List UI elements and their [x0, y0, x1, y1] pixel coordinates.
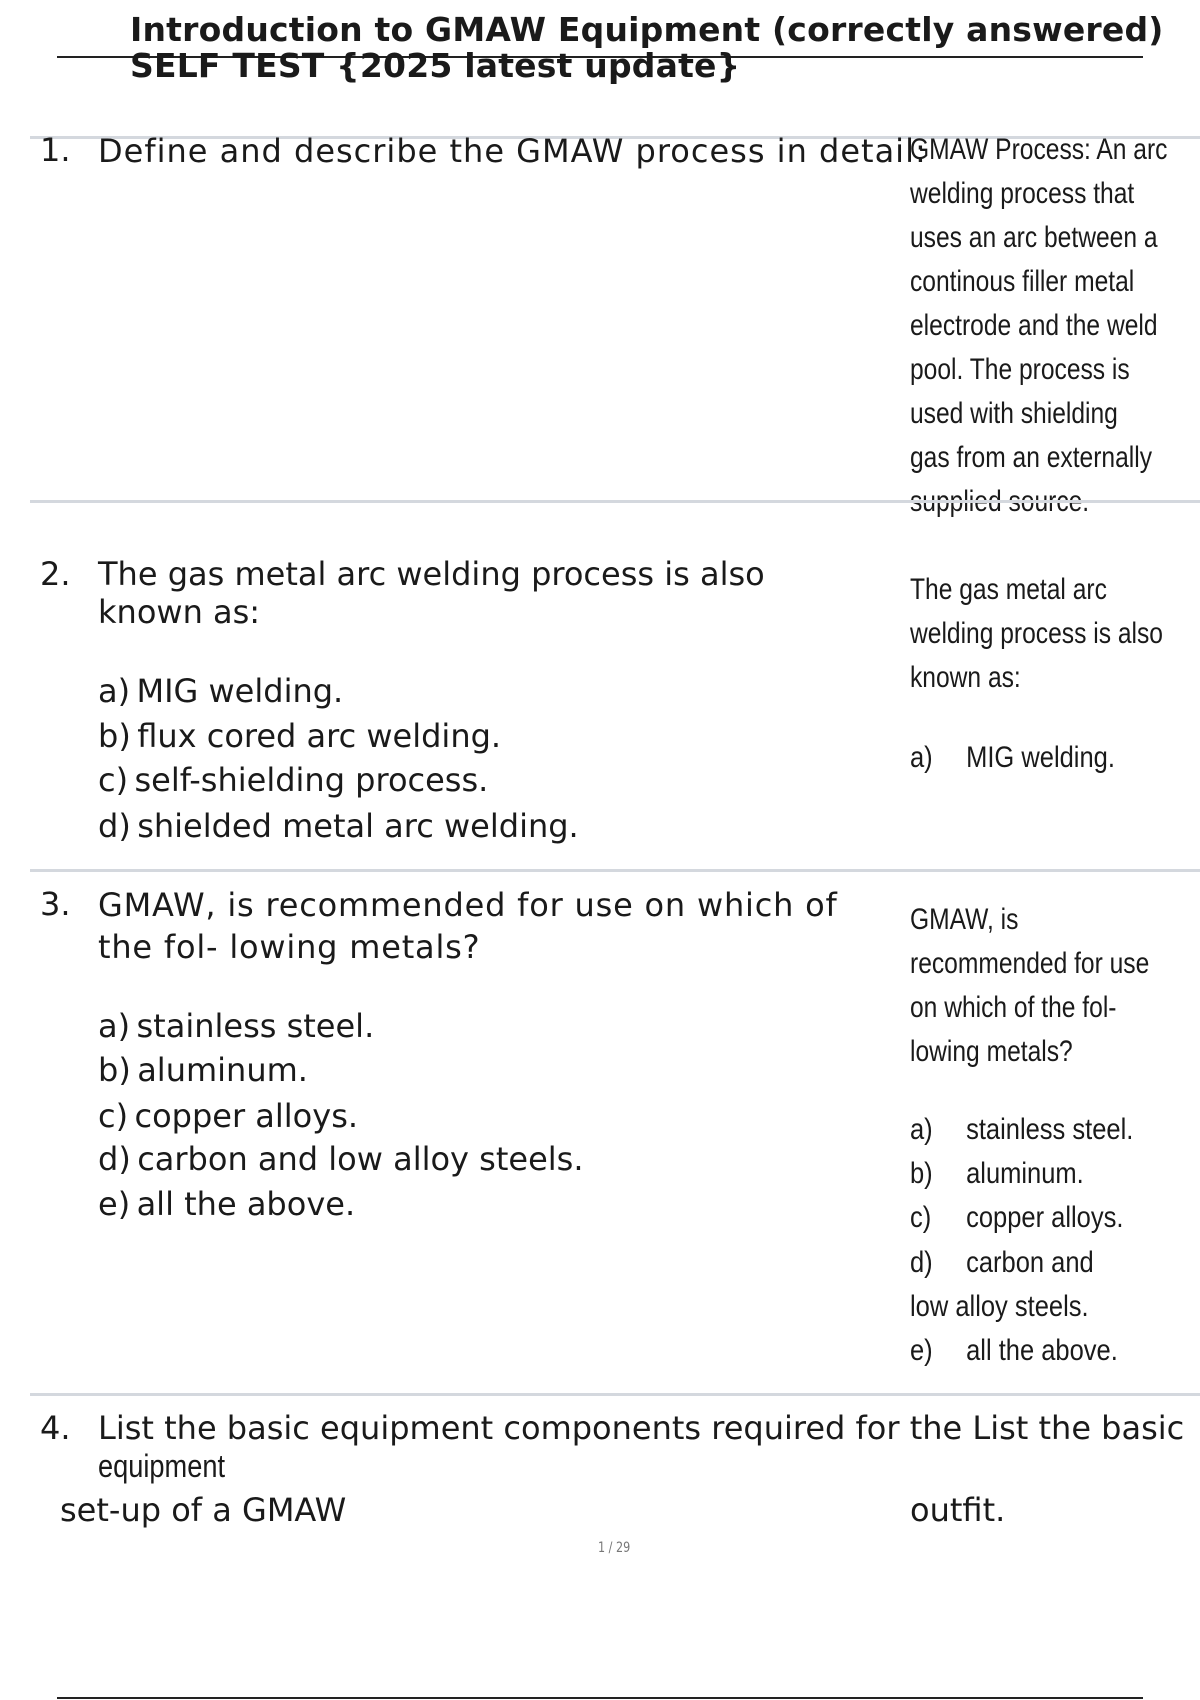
answer-option-letter: a): [910, 1113, 933, 1146]
answer-option: [910, 1156, 1084, 1192]
question-text-continued: set-up of a GMAW: [60, 1491, 347, 1529]
answer-block: [910, 568, 1200, 700]
question-text: Define and describe the GMAW process in detail:: [98, 132, 927, 170]
answer-option: [910, 1289, 1089, 1325]
answer-line: pool. The process is: [910, 353, 1130, 386]
answer-option-text: low alloy steels.: [910, 1290, 1089, 1323]
option-b: b) flux cored arc welding.: [98, 717, 502, 755]
answer-block: [910, 898, 1200, 1074]
question-text: List the basic equipment components required for the List the basic: [98, 1409, 1185, 1447]
answer-line: lowing metals?: [910, 1035, 1073, 1068]
question-text-continued: equipment: [98, 1448, 226, 1484]
answer-line: welding process is also: [910, 617, 1163, 650]
answer-line: supplied source.: [910, 485, 1090, 518]
answer-line: electrode and the weld: [910, 309, 1158, 342]
option-d: d) shielded metal arc welding.: [98, 807, 579, 845]
question-text: [98, 884, 838, 968]
answer-option: [910, 1333, 1118, 1369]
answer-option: [910, 1112, 1133, 1148]
option-a: a) stainless steel.: [98, 1007, 375, 1045]
option-e: e) all the above.: [98, 1185, 356, 1223]
divider: [30, 500, 1200, 503]
answer-option: [910, 740, 1115, 776]
option-b: b) aluminum.: [98, 1051, 308, 1089]
page-title-line2: SELF TEST {2025 latest update}: [130, 46, 741, 85]
answer-option: [910, 1200, 1123, 1236]
answer-option-text: stainless steel.: [966, 1113, 1134, 1146]
question-text: [98, 555, 765, 631]
option-a: a) MIG welding.: [98, 672, 344, 710]
question-number: 1.: [40, 131, 71, 169]
answer-option-text: aluminum.: [966, 1157, 1084, 1190]
footer-rule: [57, 1697, 1143, 1699]
option-d: d) carbon and low alloy steels.: [98, 1140, 584, 1178]
answer-option-text: copper alloys.: [966, 1201, 1124, 1234]
option-c: c) copper alloys.: [98, 1097, 359, 1135]
answer-option-text: carbon and: [966, 1246, 1094, 1279]
question-line: The gas metal arc welding process is also: [98, 555, 765, 593]
answer-block: [910, 128, 1200, 524]
answer-line: The gas metal arc: [910, 573, 1107, 606]
divider: [30, 869, 1200, 872]
answer-option-letter: d): [910, 1246, 933, 1279]
question-number: 4.: [40, 1409, 71, 1447]
answer-option: [910, 1245, 1094, 1281]
answer-line: GMAW, is: [910, 903, 1019, 936]
question-line: the fol- lowing metals?: [98, 928, 481, 966]
answer-option-letter: e): [910, 1334, 933, 1367]
answer-line: uses an arc between a: [910, 221, 1158, 254]
answer-option-letter: c): [910, 1201, 932, 1234]
answer-option-letter: b): [910, 1157, 933, 1190]
answer-line: GMAW Process: An arc: [910, 133, 1168, 166]
answer-line: gas from an externally: [910, 441, 1153, 474]
answer-continued: outfit.: [910, 1491, 1006, 1529]
answer-line: on which of the fol-: [910, 991, 1117, 1024]
option-c: c) self-shielding process.: [98, 761, 489, 799]
answer-option-letter: a): [910, 741, 933, 774]
page-title-line1: Introduction to GMAW Equipment (correctly answered): [130, 10, 1164, 49]
answer-line: known as:: [910, 661, 1021, 694]
answer-option-text: MIG welding.: [966, 741, 1115, 774]
answer-line: continous filler metal: [910, 265, 1135, 298]
answer-option-text: all the above.: [966, 1334, 1118, 1367]
question-line: GMAW, is recommended for use on which of: [98, 886, 838, 924]
question-number: 2.: [40, 555, 71, 593]
question-number: 3.: [40, 885, 71, 923]
answer-line: recommended for use: [910, 947, 1150, 980]
answer-line: used with shielding: [910, 397, 1118, 430]
answer-line: welding process that: [910, 177, 1135, 210]
page-number: 1 / 29: [598, 1540, 631, 1556]
question-line: known as:: [98, 593, 261, 631]
divider: [30, 1393, 1200, 1396]
